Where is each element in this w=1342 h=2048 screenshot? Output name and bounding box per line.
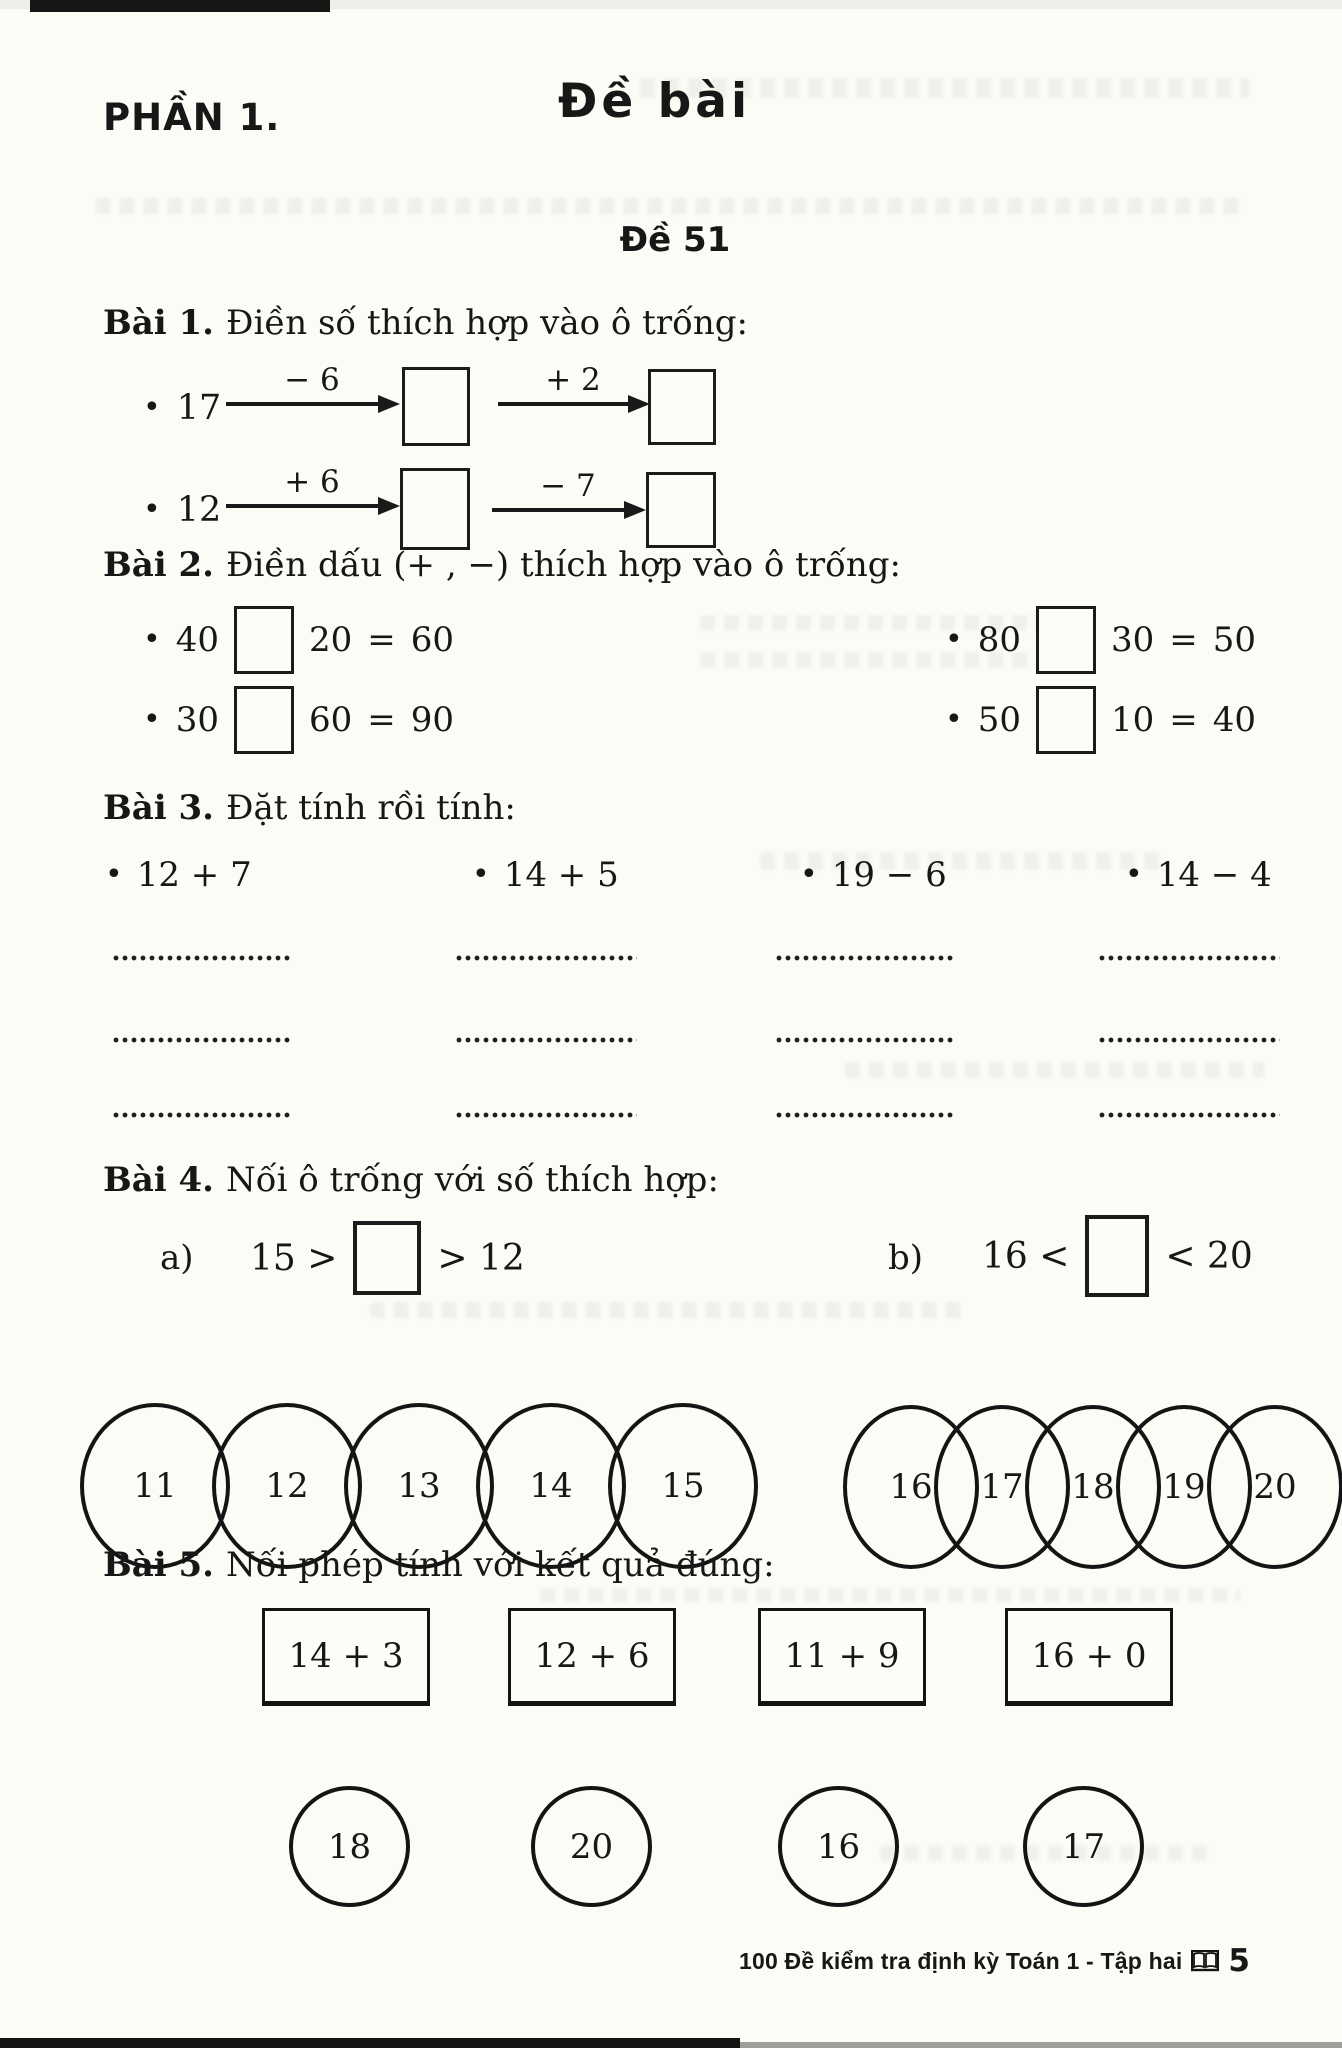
operand: 10	[1110, 700, 1155, 740]
book-title: 100 Đề kiểm tra định kỳ Toán 1 - Tập hai	[738, 1947, 1183, 1974]
card-expression: 11 + 9	[784, 1636, 900, 1676]
circle-number: 13	[397, 1466, 441, 1506]
bullet-icon: •	[1125, 857, 1143, 892]
chain-start	[143, 388, 221, 428]
part-label: PHẦN 1.	[103, 96, 281, 139]
blank-box	[353, 1221, 421, 1295]
operand: 50	[977, 700, 1021, 740]
problem5-label: Bài 5.	[103, 1545, 215, 1585]
bullet-icon: •	[143, 622, 161, 657]
bleed-through-smudge	[370, 1302, 970, 1318]
blank-sign-box	[1036, 606, 1096, 674]
book-icon	[1191, 1950, 1219, 1972]
blank-box	[648, 369, 716, 445]
answer-dotted-line	[455, 1112, 637, 1118]
problem3-instruction: Đặt tính rồi tính:	[226, 788, 516, 828]
answer-dotted-line	[112, 955, 292, 961]
arrow-right-icon	[492, 468, 644, 512]
answer-dotted-line	[112, 1112, 292, 1118]
operation-label: + 6	[284, 464, 340, 500]
operation-label: − 6	[284, 362, 340, 398]
bullet-icon: •	[143, 390, 161, 425]
chain-start-number: 17	[176, 388, 222, 428]
problem1-instruction: Điền số thích hợp vào ô trống:	[226, 303, 749, 343]
expression-text: 14 + 5	[503, 855, 619, 895]
comparison-after: < 20	[1165, 1235, 1253, 1277]
comparison-before: 15 >	[250, 1237, 338, 1279]
expression-card	[508, 1608, 676, 1706]
operand: 60	[308, 700, 353, 740]
arrow-right-icon	[226, 464, 398, 508]
operand: 30	[175, 700, 219, 740]
problem4-label: Bài 4.	[103, 1160, 215, 1200]
item-tag: b)	[888, 1238, 924, 1278]
scan-edge-bottom-left	[0, 2038, 740, 2048]
expression-card	[758, 1608, 926, 1706]
answer-dotted-line	[455, 1037, 637, 1043]
problem5-instruction: Nối phép tính với kết quả đúng:	[226, 1545, 775, 1585]
expression-item	[105, 855, 252, 895]
expression-text: 14 − 4	[1156, 855, 1272, 895]
comparison-item	[982, 1216, 1253, 1296]
expression-item	[1125, 855, 1272, 895]
answer-dotted-line	[1098, 1112, 1280, 1118]
answer-number: 16	[816, 1826, 861, 1867]
circle-number: 14	[529, 1466, 573, 1506]
operand: 30	[1110, 620, 1155, 660]
exam-title: Đề 51	[619, 220, 731, 260]
equals-sign: =	[1169, 700, 1198, 740]
page-number: 5	[1228, 1943, 1250, 1979]
operand: 80	[977, 620, 1021, 660]
problem4-heading	[103, 1160, 719, 1200]
answer-dotted-line	[112, 1037, 292, 1043]
answer-dotted-line	[455, 955, 637, 961]
result: 90	[410, 700, 454, 740]
equation	[945, 686, 1256, 754]
comparison-before: 16 <	[982, 1235, 1070, 1277]
result: 40	[1212, 700, 1256, 740]
answer-circle	[289, 1786, 410, 1907]
answer-dotted-line	[775, 1037, 955, 1043]
scan-edge-bottom-right	[700, 2042, 1342, 2048]
bleed-through-smudge	[540, 1588, 1240, 1602]
chain-start	[143, 490, 221, 530]
circle-number: 12	[265, 1466, 309, 1506]
expression-text: 19 − 6	[831, 855, 947, 895]
card-expression: 14 + 3	[288, 1636, 404, 1676]
page-footer	[739, 1943, 1250, 1979]
circle-number: 15	[661, 1466, 705, 1506]
expression-card	[262, 1608, 430, 1706]
operation-label: + 2	[545, 362, 601, 398]
problem3-heading	[103, 788, 516, 828]
problem2-instruction: Điền dấu (+ , −) thích hợp vào ô trống:	[226, 545, 901, 585]
bullet-icon: •	[800, 857, 818, 892]
blank-box	[1085, 1215, 1149, 1297]
answer-number: 20	[569, 1826, 614, 1867]
answer-dotted-line	[775, 955, 955, 961]
equals-sign: =	[367, 620, 396, 660]
page-title: Đề bài	[558, 74, 752, 129]
operand: 20	[308, 620, 353, 660]
circle-number: 18	[1071, 1467, 1115, 1507]
blank-box	[400, 468, 470, 550]
problem1-heading	[103, 303, 748, 343]
answer-number: 18	[327, 1826, 372, 1867]
result: 60	[410, 620, 454, 660]
answer-number: 17	[1061, 1826, 1106, 1867]
bullet-icon: •	[472, 857, 490, 892]
problem4-instruction: Nối ô trống với số thích hợp:	[226, 1160, 719, 1200]
bullet-icon: •	[945, 622, 963, 657]
number-circle	[1207, 1405, 1342, 1569]
answer-dotted-line	[1098, 1037, 1280, 1043]
card-expression: 12 + 6	[534, 1636, 650, 1676]
circle-number: 17	[980, 1467, 1024, 1507]
expression-text: 12 + 7	[136, 855, 252, 895]
arrow-right-icon	[498, 362, 648, 406]
comparison-after: > 12	[437, 1237, 525, 1279]
item-tag: a)	[160, 1238, 194, 1278]
bleed-through-smudge	[845, 1062, 1265, 1078]
equals-sign: =	[367, 700, 396, 740]
problem2-heading	[103, 545, 901, 585]
chain-start-number: 12	[176, 490, 222, 530]
blank-box	[646, 472, 716, 548]
blank-sign-box	[1036, 686, 1096, 754]
bullet-icon: •	[105, 857, 123, 892]
comparison-item	[250, 1222, 525, 1294]
equation	[945, 606, 1256, 674]
arrow-right-icon	[226, 362, 398, 406]
operation-label: − 7	[540, 468, 596, 504]
blank-sign-box	[234, 606, 294, 674]
problem2-label: Bài 2.	[103, 545, 215, 585]
answer-circle	[531, 1786, 652, 1907]
expression-item	[800, 855, 947, 895]
bleed-through-smudge	[95, 198, 1245, 214]
circle-number: 11	[133, 1466, 177, 1506]
card-expression: 16 + 0	[1031, 1636, 1147, 1676]
answer-dotted-line	[1098, 955, 1280, 961]
bullet-icon: •	[945, 702, 963, 737]
circle-number: 20	[1253, 1467, 1297, 1507]
operand: 40	[175, 620, 219, 660]
scan-noise-top	[0, 0, 1342, 9]
bullet-icon: •	[143, 702, 161, 737]
problem5-heading	[103, 1545, 775, 1585]
answer-dotted-line	[775, 1112, 955, 1118]
circle-number: 16	[889, 1467, 933, 1507]
bullet-icon: •	[143, 492, 161, 527]
problem3-label: Bài 3.	[103, 788, 215, 828]
answer-circle	[1023, 1786, 1144, 1907]
blank-sign-box	[234, 686, 294, 754]
expression-item	[472, 855, 619, 895]
equation	[143, 686, 454, 754]
blank-box	[402, 367, 470, 446]
circle-number: 19	[1162, 1467, 1206, 1507]
result: 50	[1212, 620, 1256, 660]
equals-sign: =	[1169, 620, 1198, 660]
answer-circle	[778, 1786, 899, 1907]
equation	[143, 606, 454, 674]
expression-card	[1005, 1608, 1173, 1706]
problem1-label: Bài 1.	[103, 303, 215, 343]
